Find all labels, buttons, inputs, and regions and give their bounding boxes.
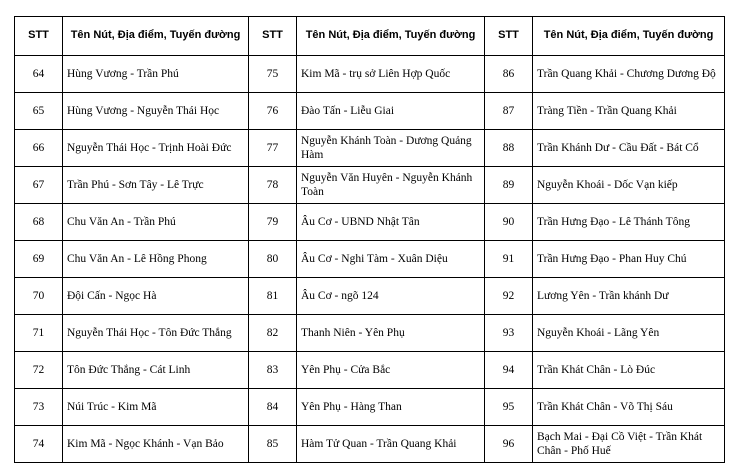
stt-cell: 81	[249, 278, 297, 315]
stt-cell: 72	[15, 352, 63, 389]
header-stt-3: STT	[485, 17, 533, 56]
location-cell: Thanh Niên - Yên Phụ	[297, 315, 485, 352]
header-stt-2: STT	[249, 17, 297, 56]
stt-cell: 76	[249, 93, 297, 130]
location-cell: Âu Cơ - Nghi Tàm - Xuân Diệu	[297, 241, 485, 278]
header-location-1: Tên Nút, Địa điểm, Tuyến đường	[63, 17, 249, 56]
stt-cell: 78	[249, 167, 297, 204]
location-cell: Núi Trúc - Kim Mã	[63, 389, 249, 426]
table-row	[15, 315, 725, 352]
stt-cell: 85	[249, 426, 297, 463]
table-row	[15, 130, 725, 167]
table-row	[15, 426, 725, 463]
location-cell: Đội Cấn - Ngọc Hà	[63, 278, 249, 315]
location-cell: Trần Khát Chân - Lò Đúc	[533, 352, 725, 389]
header-stt-1: STT	[15, 17, 63, 56]
location-cell: Tôn Đức Thắng - Cát Linh	[63, 352, 249, 389]
location-cell: Chu Văn An - Lê Hồng Phong	[63, 241, 249, 278]
stt-cell: 68	[15, 204, 63, 241]
location-cell: Lương Yên - Trần khánh Dư	[533, 278, 725, 315]
table-row	[15, 241, 725, 278]
stt-cell: 67	[15, 167, 63, 204]
table-row	[15, 389, 725, 426]
location-cell: Bạch Mai - Đại Cồ Việt - Trần Khát Chân - Phố Huế	[533, 426, 725, 463]
stt-cell: 66	[15, 130, 63, 167]
location-cell: Kim Mã - Ngọc Khánh - Vạn Bảo	[63, 426, 249, 463]
location-cell: Hùng Vương - Nguyễn Thái Học	[63, 93, 249, 130]
table-row	[15, 204, 725, 241]
location-cell: Nguyễn Văn Huyên - Nguyễn Khánh Toàn	[297, 167, 485, 204]
stt-cell: 75	[249, 56, 297, 93]
stt-cell: 90	[485, 204, 533, 241]
location-cell: Chu Văn An - Trần Phú	[63, 204, 249, 241]
location-cell: Hàm Tử Quan - Trần Quang Khải	[297, 426, 485, 463]
location-cell: Yên Phụ - Hàng Than	[297, 389, 485, 426]
stt-cell: 92	[485, 278, 533, 315]
stt-cell: 69	[15, 241, 63, 278]
location-cell: Tràng Tiền - Trần Quang Khải	[533, 93, 725, 130]
location-cell: Hùng Vương - Trần Phú	[63, 56, 249, 93]
stt-cell: 80	[249, 241, 297, 278]
table-row	[15, 352, 725, 389]
location-cell: Kim Mã - trụ sở Liên Hợp Quốc	[297, 56, 485, 93]
header-location-2: Tên Nút, Địa điểm, Tuyến đường	[297, 17, 485, 56]
stt-cell: 77	[249, 130, 297, 167]
stt-cell: 83	[249, 352, 297, 389]
location-cell: Yên Phụ - Cửa Bắc	[297, 352, 485, 389]
location-cell: Âu Cơ - UBND Nhật Tân	[297, 204, 485, 241]
location-cell: Trần Hưng Đạo - Phan Huy Chú	[533, 241, 725, 278]
location-cell: Trần Phú - Sơn Tây - Lê Trực	[63, 167, 249, 204]
location-cell: Đào Tấn - Liễu Giai	[297, 93, 485, 130]
location-cell: Trần Hưng Đạo - Lê Thánh Tông	[533, 204, 725, 241]
stt-cell: 74	[15, 426, 63, 463]
stt-cell: 93	[485, 315, 533, 352]
stt-cell: 95	[485, 389, 533, 426]
location-cell: Trần Khánh Dư - Cầu Đất - Bát Cổ	[533, 130, 725, 167]
stt-cell: 96	[485, 426, 533, 463]
stt-cell: 79	[249, 204, 297, 241]
stt-cell: 94	[485, 352, 533, 389]
table-row	[15, 93, 725, 130]
table-row	[15, 56, 725, 93]
table-row	[15, 278, 725, 315]
stt-cell: 64	[15, 56, 63, 93]
stt-cell: 86	[485, 56, 533, 93]
table-row	[15, 167, 725, 204]
stt-cell: 87	[485, 93, 533, 130]
header-location-3: Tên Nút, Địa điểm, Tuyến đường	[533, 17, 725, 56]
stt-cell: 82	[249, 315, 297, 352]
location-cell: Trần Quang Khải - Chương Dương Độ	[533, 56, 725, 93]
location-cell: Trần Khát Chân - Võ Thị Sáu	[533, 389, 725, 426]
stt-cell: 89	[485, 167, 533, 204]
stt-cell: 91	[485, 241, 533, 278]
stt-cell: 88	[485, 130, 533, 167]
stt-cell: 73	[15, 389, 63, 426]
stt-cell: 70	[15, 278, 63, 315]
location-cell: Nguyễn Khoái - Lãng Yên	[533, 315, 725, 352]
location-cell: Nguyễn Thái Học - Trịnh Hoài Đức	[63, 130, 249, 167]
location-cell: Nguyễn Khánh Toàn - Dương Quảng Hàm	[297, 130, 485, 167]
stt-cell: 65	[15, 93, 63, 130]
location-cell: Nguyễn Khoái - Dốc Vạn kiếp	[533, 167, 725, 204]
stt-cell: 71	[15, 315, 63, 352]
stt-cell: 84	[249, 389, 297, 426]
intersection-table	[14, 16, 725, 463]
table-header-row	[15, 17, 725, 56]
location-cell: Nguyễn Thái Học - Tôn Đức Thắng	[63, 315, 249, 352]
location-cell: Âu Cơ - ngõ 124	[297, 278, 485, 315]
